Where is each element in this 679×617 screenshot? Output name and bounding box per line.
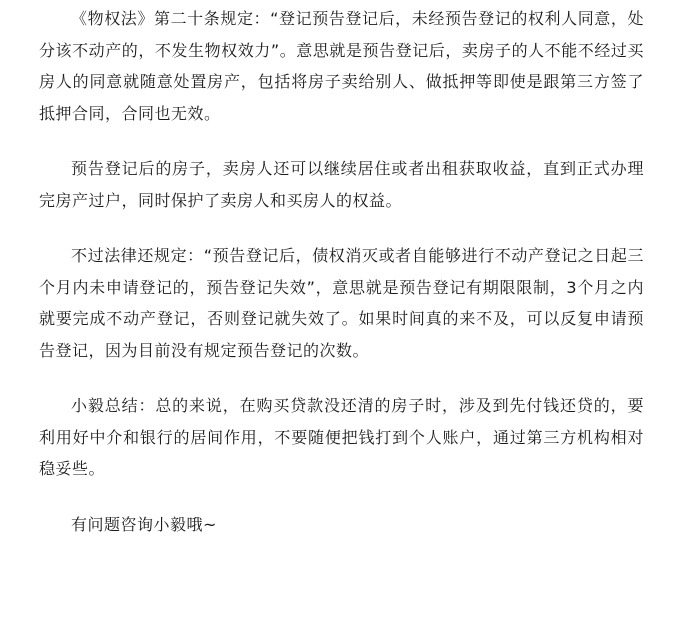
- paragraph-seller-rights: 预告登记后的房子，卖房人还可以继续居住或者出租获取收益，直到正式办理完房产过户，同时保护了卖房人和买房人的权益。: [39, 159, 644, 210]
- paragraph-preregistration-law: 《物权法》第二十条规定：“登记预告登记后，未经预告登记的权利人同意，处分该不动产的，不发生物权效力”。意思就是预告登记后，卖房子的人不能不经过买房人的同意就随意处置房产，包括将房子卖给别人、做抵押等即使是跟第三方签了抵押合同，合同也无效。: [39, 9, 644, 123]
- paragraph-contact: 有问题咨询小毅哦~: [71, 514, 217, 534]
- paragraph-expiry-rule: 不过法律还规定：“预告登记后，债权消灭或者自能够进行不动产登记之日起三个月内未申请登记的，预告登记失效”，意思就是预告登记有期限限制，3个月之内就要完成不动产登记，否则登记就失效了。如果时间真的来不及，可以反复申请预告登记，因为目前没有规定预告登记的次数。: [39, 246, 644, 360]
- paragraph-summary: 小毅总结：总的来说，在购买贷款没还清的房子时，涉及到先付钱还贷的，要利用好中介和银行的居间作用，不要随便把钱打到个人账户，通过第三方机构相对稳妥些。: [39, 396, 644, 478]
